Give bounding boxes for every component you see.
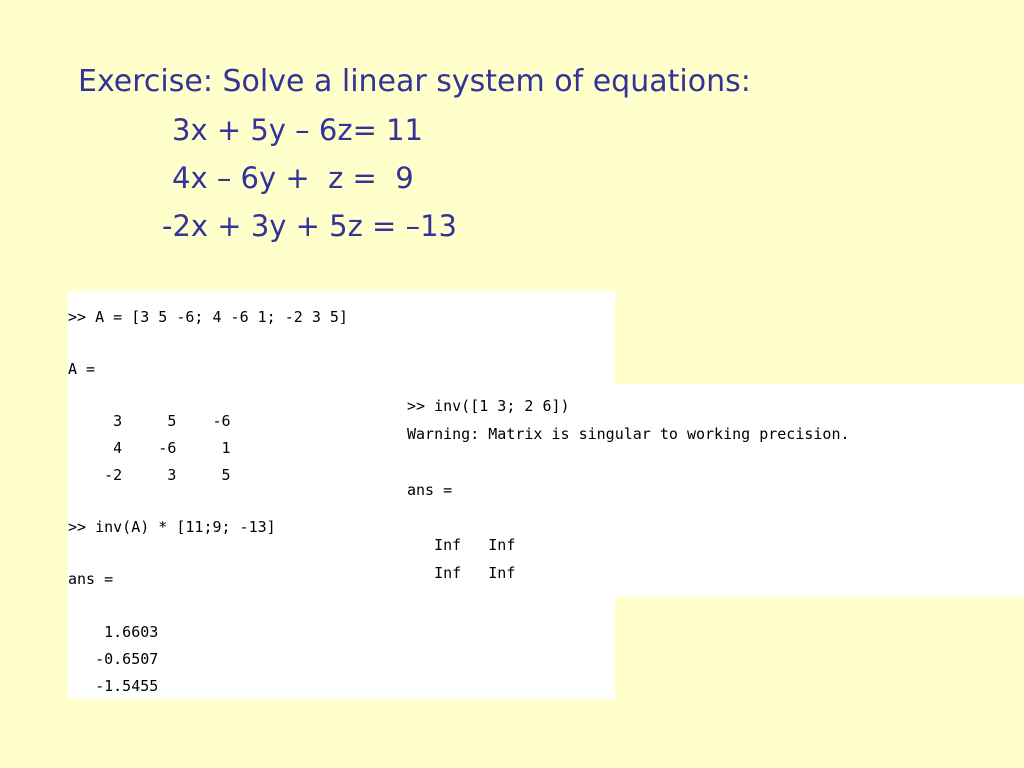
equation-1: 3x + 5y – 6z= 11 <box>172 113 423 147</box>
matrix-row: -2 3 5 <box>68 466 231 484</box>
console-screenshot-singular <box>394 384 1024 597</box>
console-command-inverse: >> inv([1 3; 2 6]) <box>407 397 570 415</box>
result-value: -0.6507 <box>68 650 159 668</box>
console-output-label: ans = <box>68 570 114 588</box>
console-command-define-matrix: >> A = [3 5 -6; 4 -6 1; -2 3 5] <box>68 308 348 326</box>
console-command-solve: >> inv(A) * [11;9; -13] <box>68 518 276 536</box>
warning-message: Warning: Matrix is singular to working precision. <box>407 425 850 443</box>
console-output-label: ans = <box>407 481 453 499</box>
matrix-row: Inf Inf <box>407 564 516 582</box>
console-output-label: A = <box>68 360 96 378</box>
result-value: -1.5455 <box>68 677 159 695</box>
slide-title: Exercise: Solve a linear system of equations: <box>78 64 751 99</box>
result-value: 1.6603 <box>68 623 159 641</box>
matrix-row: 4 -6 1 <box>68 439 231 457</box>
equation-2: 4x – 6y + z = 9 <box>172 161 414 195</box>
matrix-row: 3 5 -6 <box>68 412 231 430</box>
equation-3: -2x + 3y + 5z = –13 <box>162 209 457 243</box>
matrix-row: Inf Inf <box>407 536 516 554</box>
